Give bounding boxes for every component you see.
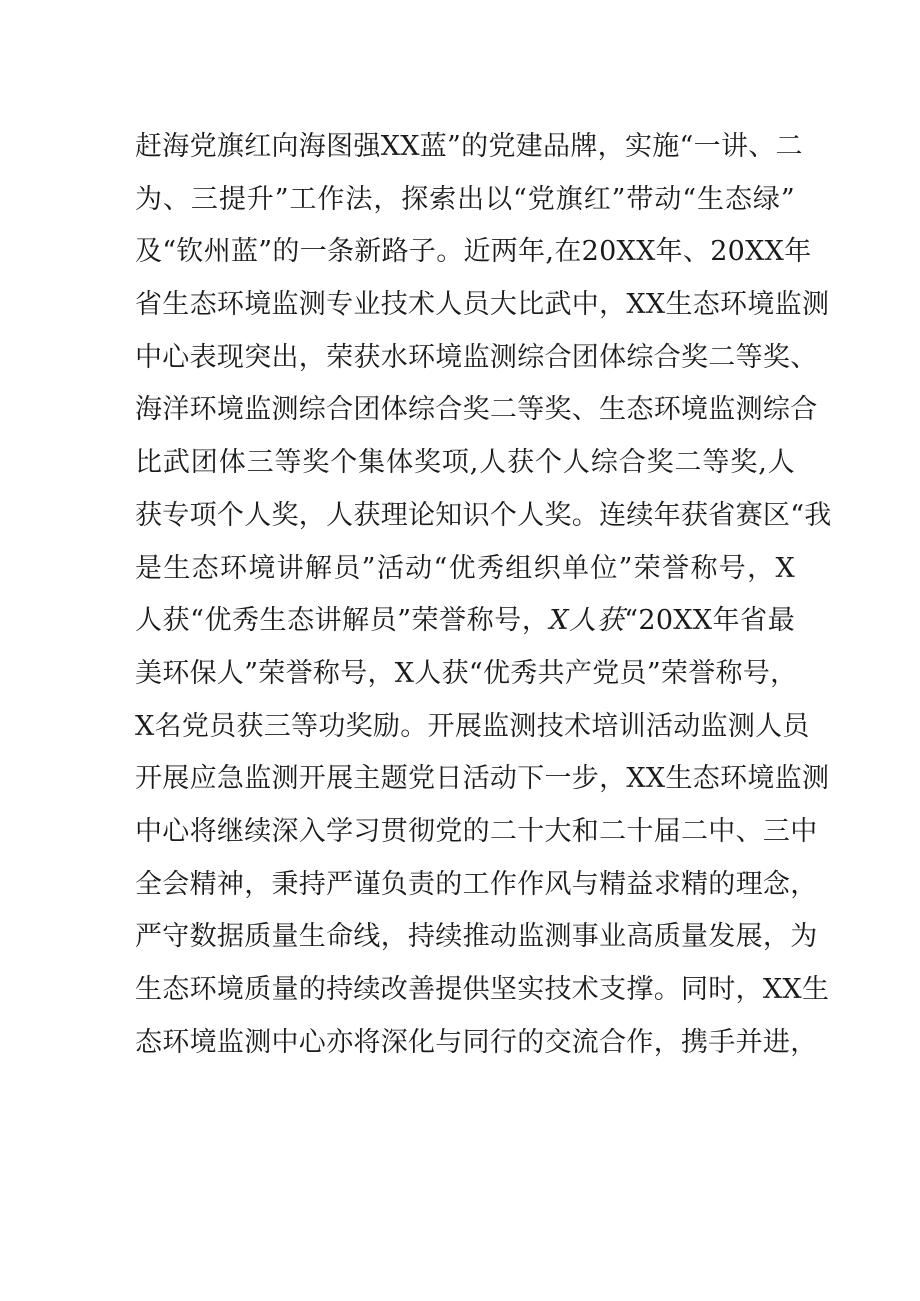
text-line: 为、三提升”工作法，探索出以“党旗红”带动“生态绿”: [135, 183, 795, 215]
text-line: 是生态环境讲解员”活动“优秀组织单位”荣誉称号，X: [135, 552, 795, 584]
text-line-mixed: [135, 595, 795, 648]
text-line: 生态环境质量的持续改善提供坚实技术支撑。同时，XX生: [135, 974, 830, 1005]
italic-segment: X人获: [549, 605, 625, 637]
text-line: 比武团体三等奖个集体奖项,人获个人综合奖二等奖,人: [135, 447, 795, 479]
text-line: X名党员获三等功奖励。开展监测技术培训活动监测人员: [135, 710, 810, 742]
text-line: 及“钦州蓝”的一条新路子。近两年,在20XX年、20XX年: [135, 236, 812, 268]
text-line: 开展应急监测开展主题党日活动下一步，XX生态环境监测: [135, 763, 830, 795]
text-line: 全会精神，秉持严谨负责的工作作风与精益求精的理念，: [135, 868, 818, 900]
text-line: 中心表现突出，荣获水环境监测综合团体综合奖二等奖、: [135, 341, 818, 373]
text-line: 省生态环境监测专业技术人员大比武中，XX生态环境监测: [135, 289, 830, 321]
text-line: 美环保人”荣誉称号，X人获“优秀共产党员”荣誉称号，: [135, 657, 798, 689]
text-line: 严守数据质量生命线，持续推动监测事业高质量发展，为: [135, 921, 818, 953]
text-line: 赶海党旗红向海图强XX蓝”的党建品牌，实施“一讲、二: [135, 131, 803, 162]
text-segment: “20XX年省最: [624, 605, 795, 637]
text-line: 海洋环境监测综合团体综合奖二等奖、生态环境监测综合: [135, 394, 818, 426]
text-line: 中心将继续深入学习贯彻党的二十大和二十届二中、三中: [135, 815, 818, 847]
text-line: 态环境监测中心亦将深化与同行的交流合作，携手并进，: [135, 1026, 818, 1058]
text-line: 获专项个人奖，人获理论知识个人奖。连续年获省赛区“我: [135, 499, 832, 531]
body-paragraph: [135, 121, 832, 1069]
text-segment: 人获“优秀生态讲解员”荣誉称号，: [135, 605, 550, 637]
